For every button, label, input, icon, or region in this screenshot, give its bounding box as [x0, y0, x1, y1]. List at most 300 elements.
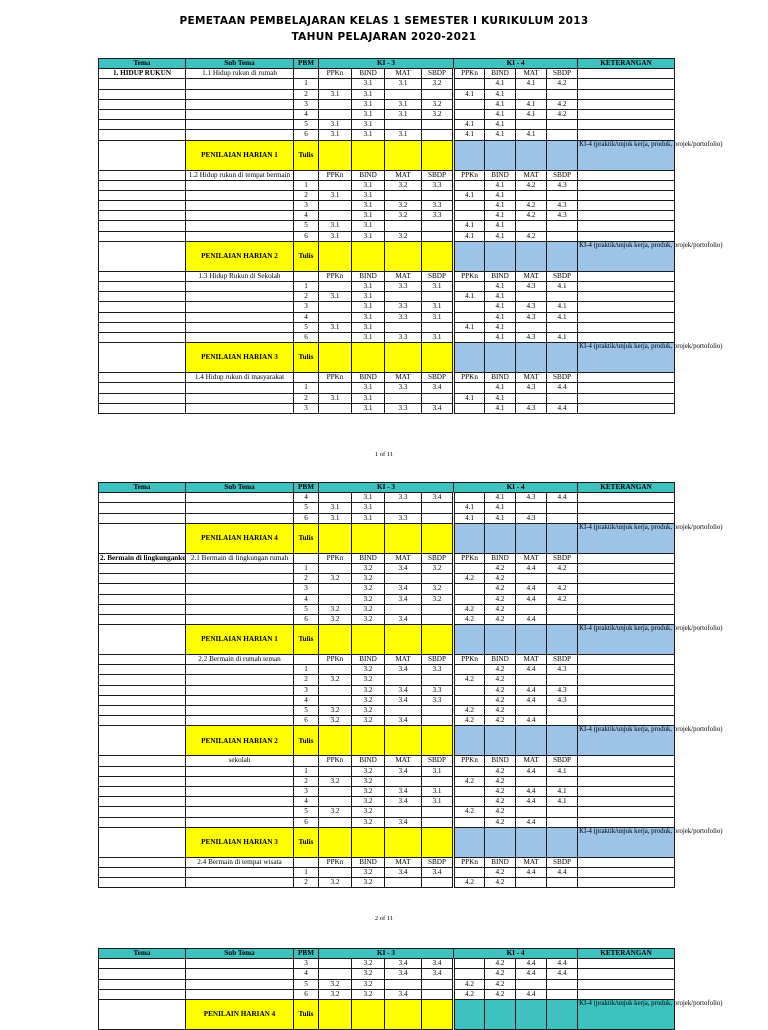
- ki3-cell: [319, 797, 352, 807]
- ki3-cell: 3.1: [352, 79, 385, 89]
- keterangan-cell: [578, 170, 675, 180]
- tema-cell: [99, 574, 186, 584]
- meeting-row: [99, 79, 675, 89]
- subtema-cell: [186, 797, 294, 807]
- ki4-cell: [547, 675, 578, 685]
- keterangan-cell: [578, 302, 675, 312]
- ki3-cell: [319, 180, 352, 190]
- subtema-cell: [186, 99, 294, 109]
- ki4-cell: 4.3: [516, 383, 547, 393]
- keterangan-cell: [578, 322, 675, 332]
- ki4-assessment-cell: [516, 140, 547, 170]
- header-tema: Tema: [99, 59, 186, 69]
- keterangan-cell: [578, 130, 675, 140]
- subtema-cell: [186, 109, 294, 119]
- header-keterangan: KETERANGAN: [578, 949, 675, 959]
- ki3-cell: [385, 221, 422, 231]
- meeting-row: [99, 513, 675, 523]
- ki3-cell: 3.1: [319, 393, 352, 403]
- ki3-cell: PPKn: [319, 271, 352, 281]
- subtema-cell: 1.4 Hidup rukun di masyarakat: [186, 373, 294, 383]
- ki4-cell: 4.2: [454, 706, 485, 716]
- pbm-cell: 2: [294, 878, 319, 888]
- subtema-cell: [186, 604, 294, 614]
- ki3-cell: 3.3: [385, 302, 422, 312]
- tema-cell: [99, 827, 186, 857]
- ki3-cell: BIND: [352, 271, 385, 281]
- meeting-row: [99, 675, 675, 685]
- ki4-cell: 4.2: [547, 563, 578, 573]
- ki4-cell: 4.2: [516, 211, 547, 221]
- ki3-cell: 3.2: [352, 867, 385, 877]
- tema-cell: [99, 959, 186, 969]
- ki4-assessment-cell: [485, 343, 516, 373]
- tema-cell: [99, 221, 186, 231]
- ki3-cell: [319, 201, 352, 211]
- ki4-cell: 4.3: [547, 211, 578, 221]
- ki4-cell: 4.2: [454, 989, 485, 999]
- ki3-cell: 3.1: [352, 282, 385, 292]
- ki3-cell: 3.2: [319, 716, 352, 726]
- ki3-cell: 3.1: [422, 786, 454, 796]
- pbm-cell: [294, 271, 319, 281]
- ki4-cell: [454, 867, 485, 877]
- keterangan-cell: [578, 79, 675, 89]
- mapping-table-page-2: [98, 482, 723, 888]
- ki4-cell: 4.2: [547, 79, 578, 89]
- header-ki3: KI - 3: [319, 59, 454, 69]
- ki3-assessment-cell: [385, 523, 422, 553]
- meeting-row: [99, 493, 675, 503]
- meeting-row: [99, 766, 675, 776]
- ki4-cell: [516, 776, 547, 786]
- ki3-cell: 3.1: [319, 231, 352, 241]
- ki3-cell: 3.1: [319, 89, 352, 99]
- ki4-cell: [547, 604, 578, 614]
- ki4-assessment-cell: [485, 523, 516, 553]
- tema-cell: [99, 716, 186, 726]
- ki3-cell: 3.2: [319, 878, 352, 888]
- ki4-cell: [454, 383, 485, 393]
- ki3-cell: 3.2: [352, 766, 385, 776]
- ki3-cell: [319, 817, 352, 827]
- ki3-cell: 3.4: [385, 959, 422, 969]
- ki3-cell: SBDP: [422, 69, 454, 79]
- pbm-cell: 5: [294, 322, 319, 332]
- ki4-assessment-cell: [516, 625, 547, 655]
- subtema-cell: [186, 574, 294, 584]
- ki3-cell: 3.3: [385, 513, 422, 523]
- ki3-cell: 3.4: [385, 969, 422, 979]
- ki4-cell: 4.4: [516, 766, 547, 776]
- ki3-cell: 3.3: [385, 332, 422, 342]
- subtheme-row: [99, 271, 675, 281]
- meeting-row: [99, 282, 675, 292]
- ki3-cell: MAT: [385, 553, 422, 563]
- ki4-cell: [454, 766, 485, 776]
- ki4-cell: [547, 120, 578, 130]
- header-sub-tema: Sub Tema: [186, 59, 294, 69]
- tema-cell: [99, 302, 186, 312]
- ki3-assessment-cell: [422, 343, 454, 373]
- ki4-cell: 4.4: [516, 817, 547, 827]
- ki3-cell: PPKn: [319, 655, 352, 665]
- tema-cell: [99, 373, 186, 383]
- ki4-cell: 4.1: [547, 786, 578, 796]
- assessment-row: [99, 241, 675, 271]
- pbm-cell: 2: [294, 89, 319, 99]
- ki4-cell: PPKn: [454, 69, 485, 79]
- ki3-cell: [385, 574, 422, 584]
- assessment-label: PENILAIAN HARIAN 2: [186, 241, 294, 271]
- keterangan-cell: [578, 959, 675, 969]
- ki4-cell: 4.1: [485, 393, 516, 403]
- keterangan-cell: [578, 312, 675, 322]
- ki4-assessment-cell: [547, 523, 578, 553]
- ki4-cell: 4.1: [454, 393, 485, 403]
- ki4-cell: 4.3: [516, 302, 547, 312]
- ki4-cell: [547, 979, 578, 989]
- pbm-cell: 3: [294, 584, 319, 594]
- ki4-assessment-cell: [516, 827, 547, 857]
- tema-cell: [99, 211, 186, 221]
- ki3-cell: [319, 766, 352, 776]
- ki3-cell: 3.2: [352, 817, 385, 827]
- subtema-cell: 2.1 Bermain di lingkungan rumah: [186, 553, 294, 563]
- mapping-table-page-1: [98, 58, 723, 414]
- subtema-cell: [186, 563, 294, 573]
- ki3-cell: [422, 878, 454, 888]
- mapping-table-page-3: [98, 948, 723, 1030]
- meeting-row: [99, 959, 675, 969]
- ki3-cell: 3.1: [319, 120, 352, 130]
- ki4-cell: 4.1: [547, 766, 578, 776]
- pbm-cell: 4: [294, 109, 319, 119]
- meeting-row: [99, 89, 675, 99]
- ki3-cell: 3.4: [385, 584, 422, 594]
- ki4-cell: SBDP: [547, 69, 578, 79]
- ki4-cell: 4.3: [547, 695, 578, 705]
- ki3-cell: [385, 675, 422, 685]
- ki3-cell: 3.1: [352, 221, 385, 231]
- ki3-cell: 3.4: [385, 867, 422, 877]
- ki4-cell: 4.4: [547, 959, 578, 969]
- ki3-cell: 3.2: [352, 594, 385, 604]
- ki3-assessment-cell: [385, 140, 422, 170]
- keterangan-cell: [578, 292, 675, 302]
- ki3-cell: 3.3: [422, 201, 454, 211]
- ki4-cell: [547, 231, 578, 241]
- ki3-cell: MAT: [385, 857, 422, 867]
- ki4-cell: 4.2: [485, 716, 516, 726]
- ki4-cell: [516, 675, 547, 685]
- keterangan-cell: [578, 271, 675, 281]
- ki3-cell: [319, 312, 352, 322]
- assessment-type: Tulis: [294, 140, 319, 170]
- subtema-cell: [186, 817, 294, 827]
- ki4-assessment-cell: [454, 523, 485, 553]
- ki4-assessment-cell: [485, 140, 516, 170]
- ki3-cell: 3.1: [352, 130, 385, 140]
- ki3-cell: 3.1: [352, 493, 385, 503]
- ki4-cell: 4.1: [454, 190, 485, 200]
- tema-cell: [99, 79, 186, 89]
- ki3-cell: 3.2: [352, 584, 385, 594]
- ki4-cell: SBDP: [547, 756, 578, 766]
- ki4-cell: 4.1: [485, 89, 516, 99]
- ki4-cell: PPKn: [454, 170, 485, 180]
- ki4-cell: 4.2: [485, 969, 516, 979]
- ki4-cell: 4.1: [485, 221, 516, 231]
- subtema-cell: [186, 706, 294, 716]
- ki3-cell: [319, 584, 352, 594]
- ki3-cell: 3.4: [385, 665, 422, 675]
- keterangan-cell: [578, 201, 675, 211]
- meeting-row: [99, 584, 675, 594]
- ki4-cell: [454, 201, 485, 211]
- ki3-cell: [385, 292, 422, 302]
- ki4-cell: [547, 574, 578, 584]
- ki4-cell: 4.2: [485, 979, 516, 989]
- ki3-cell: [422, 322, 454, 332]
- ki3-cell: 3.2: [319, 979, 352, 989]
- ki3-cell: 3.2: [352, 959, 385, 969]
- ki4-cell: [547, 989, 578, 999]
- ki3-cell: [422, 292, 454, 302]
- keterangan-cell: [578, 574, 675, 584]
- keterangan-cell: [578, 807, 675, 817]
- keterangan-cell: [578, 878, 675, 888]
- ki4-cell: [547, 807, 578, 817]
- ki4-assessment-cell: [547, 140, 578, 170]
- ki3-cell: 3.2: [319, 776, 352, 786]
- ki4-cell: 4.4: [547, 493, 578, 503]
- tema-cell: [99, 343, 186, 373]
- tema-cell: [99, 675, 186, 685]
- subtema-cell: [186, 584, 294, 594]
- ki4-assessment-cell: [516, 999, 547, 1029]
- tema-cell: [99, 523, 186, 553]
- ki4-cell: 4.3: [516, 312, 547, 322]
- subtema-cell: [186, 302, 294, 312]
- ki4-cell: 4.4: [516, 594, 547, 604]
- subtema-cell: [186, 79, 294, 89]
- keterangan-note: KI-4 (praktik/unjuk kerja, produk, projek/portofolio): [578, 343, 675, 373]
- subtheme-row: [99, 373, 675, 383]
- ki4-cell: 4.2: [485, 685, 516, 695]
- assessment-label: PENILAIAN HARIAN 4: [186, 523, 294, 553]
- meeting-row: [99, 322, 675, 332]
- assessment-row: [99, 726, 675, 756]
- ki4-cell: 4.1: [485, 120, 516, 130]
- ki3-assessment-cell: [352, 999, 385, 1029]
- ki4-cell: 4.2: [485, 614, 516, 624]
- ki3-cell: 3.1: [352, 383, 385, 393]
- pbm-cell: 2: [294, 190, 319, 200]
- ki4-cell: 4.1: [485, 130, 516, 140]
- subtema-cell: [186, 786, 294, 796]
- keterangan-cell: [578, 69, 675, 79]
- ki4-cell: [516, 604, 547, 614]
- ki3-cell: SBDP: [422, 756, 454, 766]
- meeting-row: [99, 685, 675, 695]
- ki4-cell: SBDP: [547, 170, 578, 180]
- keterangan-cell: [578, 89, 675, 99]
- tema-cell: [99, 594, 186, 604]
- ki4-cell: [454, 312, 485, 322]
- pbm-cell: 4: [294, 211, 319, 221]
- subtema-cell: [186, 989, 294, 999]
- ki3-assessment-cell: [422, 625, 454, 655]
- ki3-cell: 3.2: [352, 614, 385, 624]
- ki4-cell: [547, 221, 578, 231]
- ki4-cell: 4.2: [454, 675, 485, 685]
- subtema-cell: [186, 776, 294, 786]
- keterangan-cell: [578, 706, 675, 716]
- header-tema: Tema: [99, 949, 186, 959]
- ki3-cell: 3.2: [319, 675, 352, 685]
- subtema-cell: 1.3 Hidup Rukun di Sekolah: [186, 271, 294, 281]
- ki3-cell: 3.2: [422, 79, 454, 89]
- ki4-cell: 4.1: [516, 99, 547, 109]
- pbm-cell: 6: [294, 231, 319, 241]
- pbm-cell: 5: [294, 807, 319, 817]
- ki4-cell: [547, 706, 578, 716]
- assessment-label: PENILAIN HARIAN 4: [186, 999, 294, 1029]
- ki3-cell: 3.3: [422, 685, 454, 695]
- ki4-cell: MAT: [516, 857, 547, 867]
- ki3-assessment-cell: [422, 999, 454, 1029]
- ki4-cell: 4.4: [516, 969, 547, 979]
- ki3-cell: [319, 493, 352, 503]
- tema-cell: [99, 867, 186, 877]
- subtema-cell: [186, 695, 294, 705]
- ki3-cell: 3.4: [385, 797, 422, 807]
- subtema-cell: [186, 716, 294, 726]
- subtema-cell: [186, 231, 294, 241]
- ki4-cell: 4.4: [547, 867, 578, 877]
- tema-cell: [99, 665, 186, 675]
- tema-cell: [99, 89, 186, 99]
- document-title: PEMETAAN PEMBELAJARAN KELAS 1 SEMESTER I KURIKULUM 2013: [179, 15, 589, 27]
- ki4-cell: [454, 403, 485, 413]
- ki4-cell: [454, 79, 485, 89]
- ki3-cell: 3.4: [385, 695, 422, 705]
- tema-cell: [99, 503, 186, 513]
- ki4-cell: 4.1: [485, 513, 516, 523]
- ki3-assessment-cell: [422, 241, 454, 271]
- ki4-cell: 4.4: [516, 665, 547, 675]
- ki3-assessment-cell: [352, 140, 385, 170]
- ki4-cell: 4.1: [547, 312, 578, 322]
- ki3-cell: [319, 695, 352, 705]
- subtheme-row: [99, 857, 675, 867]
- ki4-cell: [516, 807, 547, 817]
- ki3-assessment-cell: [422, 827, 454, 857]
- ki4-cell: 4.3: [547, 180, 578, 190]
- ki4-cell: [454, 99, 485, 109]
- ki4-cell: 4.1: [485, 180, 516, 190]
- ki4-cell: 4.2: [485, 675, 516, 685]
- ki4-cell: 4.1: [454, 120, 485, 130]
- ki3-assessment-cell: [422, 523, 454, 553]
- tema-cell: [99, 655, 186, 665]
- ki3-cell: SBDP: [422, 655, 454, 665]
- table-header-row: [99, 59, 675, 69]
- ki3-cell: [385, 979, 422, 989]
- ki3-cell: MAT: [385, 170, 422, 180]
- page-number: 2 of 11: [374, 915, 394, 922]
- tema-cell: [99, 403, 186, 413]
- subtema-cell: [186, 403, 294, 413]
- header-pbm: PBM: [294, 949, 319, 959]
- keterangan-cell: [578, 857, 675, 867]
- ki4-cell: 4.2: [454, 614, 485, 624]
- ki4-cell: [516, 878, 547, 888]
- header-tema: Tema: [99, 483, 186, 493]
- ki4-cell: [547, 89, 578, 99]
- tema-cell: [99, 614, 186, 624]
- keterangan-cell: [578, 503, 675, 513]
- assessment-row: [99, 827, 675, 857]
- ki4-cell: [516, 221, 547, 231]
- ki4-assessment-cell: [516, 343, 547, 373]
- ki4-cell: MAT: [516, 69, 547, 79]
- tema-cell: [99, 857, 186, 867]
- ki3-cell: 3.1: [352, 120, 385, 130]
- subtema-cell: [186, 675, 294, 685]
- ki4-cell: [454, 786, 485, 796]
- ki3-cell: [319, 665, 352, 675]
- ki3-cell: 3.4: [422, 959, 454, 969]
- ki4-cell: 4.2: [454, 716, 485, 726]
- tema-cell: [99, 332, 186, 342]
- ki4-cell: MAT: [516, 756, 547, 766]
- ki3-assessment-cell: [352, 241, 385, 271]
- ki3-cell: 3.2: [319, 807, 352, 817]
- ki3-cell: 3.1: [422, 282, 454, 292]
- ki4-cell: PPKn: [454, 271, 485, 281]
- keterangan-cell: [578, 180, 675, 190]
- assessment-label: PENILAIAN HARIAN 1: [186, 140, 294, 170]
- ki4-cell: [547, 513, 578, 523]
- ki3-cell: SBDP: [422, 170, 454, 180]
- meeting-row: [99, 797, 675, 807]
- pbm-cell: 4: [294, 312, 319, 322]
- ki3-cell: 3.1: [352, 393, 385, 403]
- ki4-cell: MAT: [516, 655, 547, 665]
- subtema-cell: sekolah: [186, 756, 294, 766]
- subtema-cell: [186, 322, 294, 332]
- tema-cell: [99, 513, 186, 523]
- keterangan-cell: [578, 989, 675, 999]
- ki3-cell: 3.1: [319, 292, 352, 302]
- ki3-cell: 3.1: [352, 292, 385, 302]
- pbm-cell: 4: [294, 594, 319, 604]
- keterangan-cell: [578, 393, 675, 403]
- ki4-cell: BIND: [485, 69, 516, 79]
- ki4-cell: 4.1: [454, 130, 485, 140]
- ki4-cell: 4.1: [547, 282, 578, 292]
- keterangan-cell: [578, 553, 675, 563]
- ki3-cell: [385, 89, 422, 99]
- ki3-cell: 3.4: [422, 493, 454, 503]
- ki3-cell: 3.4: [422, 383, 454, 393]
- ki3-assessment-cell: [319, 726, 352, 756]
- ki3-cell: [422, 807, 454, 817]
- subtheme-row: [99, 756, 675, 766]
- subtema-cell: [186, 201, 294, 211]
